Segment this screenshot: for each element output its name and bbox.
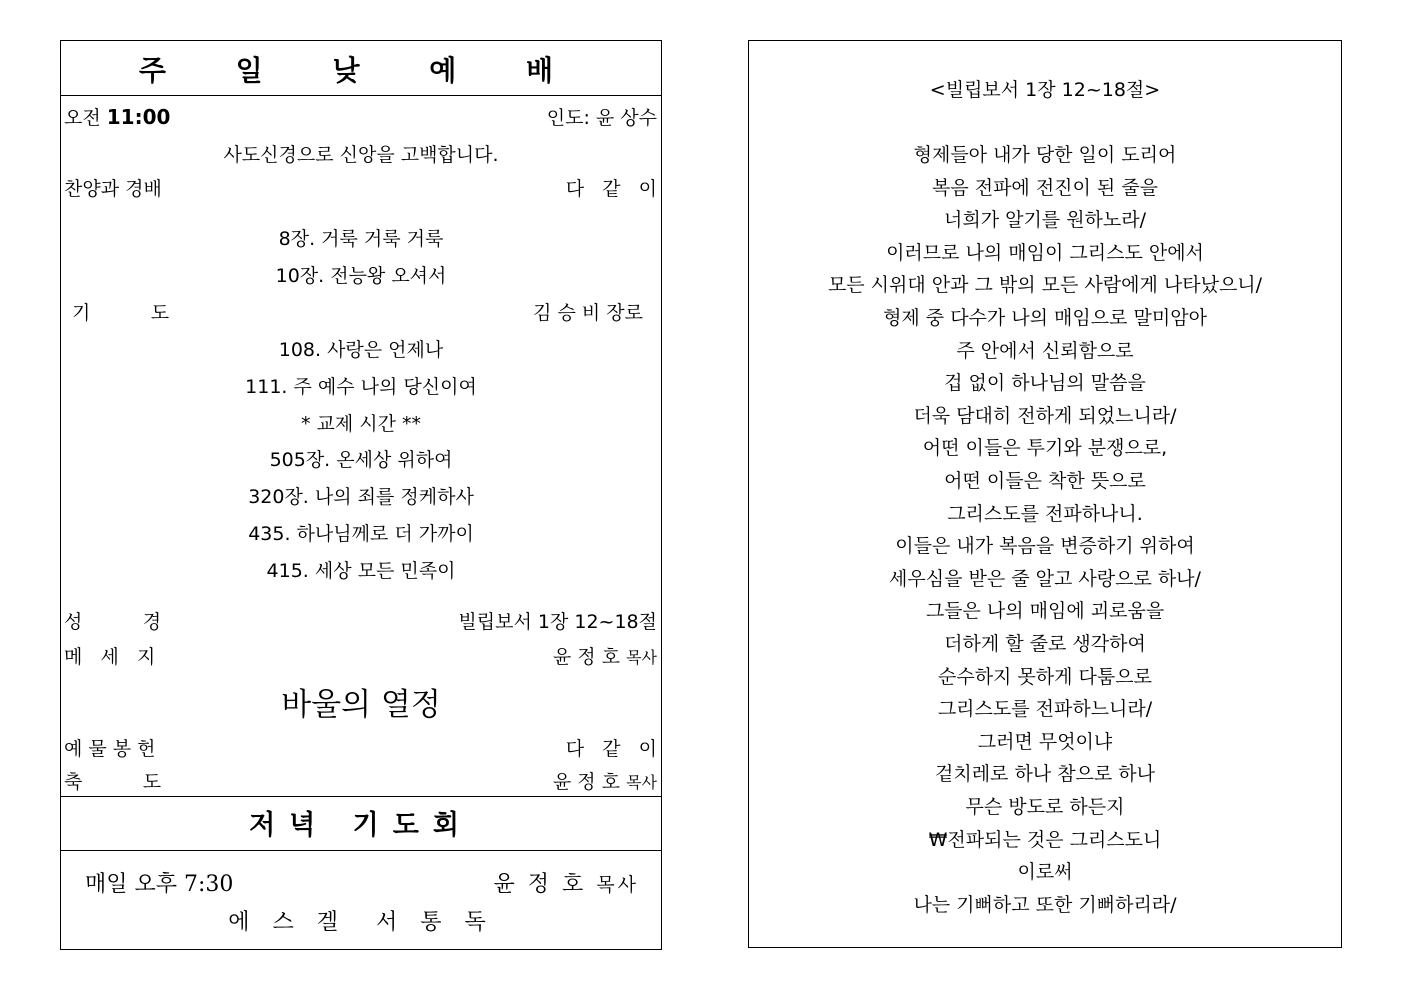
divider bbox=[61, 95, 661, 96]
scripture-line: 그리스도를 전파하느니라/ bbox=[937, 698, 1153, 721]
scripture-text-panel bbox=[748, 40, 1342, 948]
hymn-item: 435. 하나님께로 더 가까이 bbox=[248, 523, 474, 545]
hymn-item: 108. 사랑은 언제나 bbox=[278, 339, 444, 361]
evening-leader bbox=[494, 867, 639, 898]
scripture-line: 무슨 방도로 하든지 bbox=[965, 796, 1125, 818]
preacher-title: 목사 bbox=[626, 648, 657, 667]
prayer-who: 김 승 비 장로 bbox=[533, 302, 643, 324]
scripture-label: 성 경 bbox=[64, 611, 162, 633]
offering-who: 다 같 이 bbox=[565, 738, 657, 760]
scripture-line: 복음 전파에 전진이 된 줄을 bbox=[931, 176, 1159, 199]
evening-leader-title: 목사 bbox=[596, 874, 639, 896]
scripture-line: 겁 없이 하나님의 말씀을 bbox=[944, 372, 1146, 395]
hymn-item: 111. 주 예수 나의 당신이여 bbox=[245, 376, 477, 398]
sermon-title: 바울의 열정 bbox=[281, 687, 441, 723]
praise-label: 찬양과 경배 bbox=[64, 178, 162, 200]
scripture-heading: <빌립보서 1장 12~18절> bbox=[929, 79, 1161, 101]
praise-who: 다 같 이 bbox=[565, 178, 657, 200]
scripture-line: 어떤 이들은 투기와 분쟁으로, bbox=[922, 437, 1168, 460]
fellowship-time: * 교제 시간 ** bbox=[300, 413, 422, 435]
divider bbox=[61, 850, 661, 851]
evening-prayer-title: 저녁 기도회 bbox=[249, 810, 473, 841]
benediction-label: 축 도 bbox=[64, 771, 162, 793]
creed-line: 사도신경으로 신앙을 고백합니다. bbox=[223, 144, 499, 166]
scripture-line: 그리스도를 전파하나니. bbox=[947, 502, 1143, 525]
scripture-line: 이러므로 나의 매임이 그리스도 안에서 bbox=[886, 241, 1204, 264]
scripture-line: 순수하지 못하게 다툼으로 bbox=[938, 665, 1152, 688]
hymn-item: 10장. 전능왕 오셔서 bbox=[275, 265, 447, 287]
evening-schedule: 매일 오후 7:30 bbox=[85, 872, 234, 897]
message-who bbox=[553, 642, 657, 669]
scripture-line: 더욱 담대히 전하게 되었느니라/ bbox=[913, 404, 1177, 427]
hymn-item: 320장. 나의 죄를 정케하사 bbox=[248, 486, 474, 508]
divider bbox=[61, 796, 661, 797]
evening-leader-name: 윤 정 호 bbox=[493, 872, 587, 897]
service-time bbox=[64, 103, 170, 130]
prayer-label: 기 도 bbox=[72, 302, 170, 324]
evening-reading: 에 스 겔 서 통 독 bbox=[228, 910, 494, 935]
offering-label: 예 물 봉 헌 bbox=[64, 738, 156, 760]
scripture-line: 겉치레로 하나 참으로 하나 bbox=[934, 763, 1155, 786]
hymn-item: 415. 세상 모든 민족이 bbox=[266, 560, 456, 582]
scripture-line: 나는 기뻐하고 또한 기뻐하리라/ bbox=[913, 893, 1177, 916]
scripture-line: 형제들아 내가 당한 일이 도리어 bbox=[913, 144, 1177, 166]
scripture-line: 이들은 내가 복음을 변증하기 위하여 bbox=[895, 535, 1195, 558]
service-leader: 인도: 윤 상수 bbox=[546, 107, 657, 129]
scripture-line: 더하게 할 줄로 생각하여 bbox=[944, 633, 1146, 655]
hymn-item: 8장. 거룩 거룩 거룩 bbox=[278, 228, 444, 250]
scripture-line: 모든 시위대 안과 그 밖의 모든 사람에게 나타났으니/ bbox=[827, 274, 1263, 297]
scripture-line: 주 안에서 신뢰함으로 bbox=[956, 339, 1134, 362]
scripture-ref: 빌립보서 1장 12~18절 bbox=[458, 611, 657, 633]
scripture-line: ₩전파되는 것은 그리스도니 bbox=[928, 828, 1162, 851]
preacher-name: 윤 정 호 bbox=[552, 646, 621, 668]
scripture-line: 이로써 bbox=[1017, 861, 1073, 884]
scripture-line: 그러면 무엇이냐 bbox=[977, 730, 1113, 753]
benediction-title: 목사 bbox=[626, 773, 657, 792]
message-label: 메 세 지 bbox=[64, 646, 156, 668]
hymn-item: 505장. 온세상 위하여 bbox=[269, 449, 453, 471]
time-label: 오전 bbox=[64, 107, 101, 129]
time-value: 11:00 bbox=[106, 105, 171, 129]
benediction-name: 윤 정 호 bbox=[552, 771, 621, 793]
service-order-panel bbox=[60, 40, 662, 950]
scripture-line: 형제 중 다수가 나의 매임으로 말미암아 bbox=[883, 307, 1207, 329]
scripture-line: 너희가 알기를 원하노라/ bbox=[943, 209, 1147, 232]
scripture-line: 어떤 이들은 착한 뜻으로 bbox=[944, 470, 1146, 492]
benediction-who bbox=[553, 767, 657, 794]
sunday-service-title: 주 일 낮 예 배 bbox=[138, 54, 584, 87]
scripture-line: 그들은 나의 매임에 괴로움을 bbox=[925, 600, 1165, 623]
scripture-line: 세우심을 받은 줄 알고 사랑으로 하나/ bbox=[889, 567, 1201, 590]
